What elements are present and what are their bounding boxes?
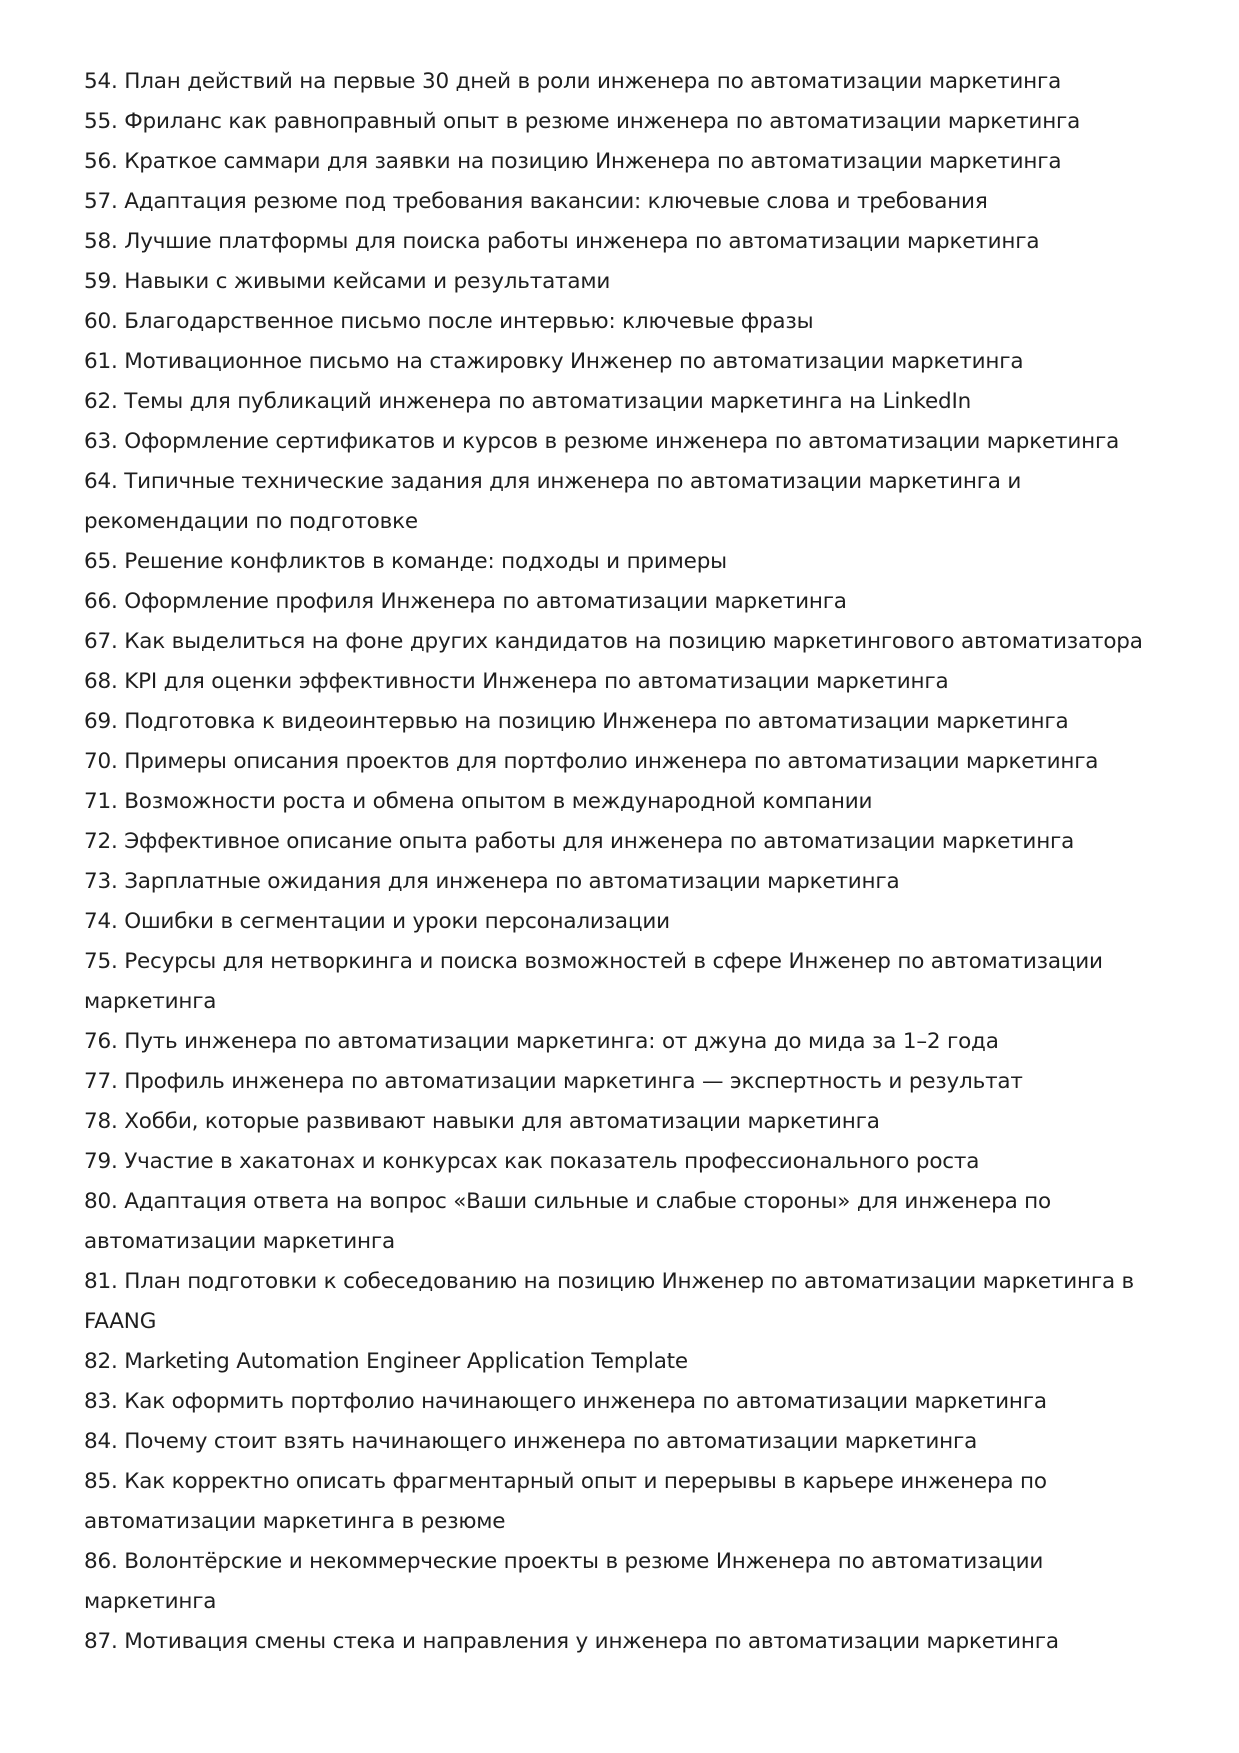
list-item[interactable]: 78. Хобби, которые развивают навыки для автоматизации маркетинга xyxy=(84,1109,880,1134)
list-item[interactable]: 76. Путь инженера по автоматизации маркетинга: от джуна до мида за 1–2 года xyxy=(84,1029,999,1054)
list-item[interactable]: 68. KPI для оценки эффективности Инженера по автоматизации маркетинга xyxy=(84,669,949,694)
list-item[interactable]: 79. Участие в хакатонах и конкурсах как показатель профессионального роста xyxy=(84,1149,980,1174)
list-item[interactable]: 67. Как выделиться на фоне других кандидатов на позицию маркетингового автоматизатора xyxy=(84,629,1143,654)
list-item[interactable]: 83. Как оформить портфолио начинающего инженера по автоматизации маркетинга xyxy=(84,1389,1047,1414)
list-item[interactable]: 62. Темы для публикаций инженера по автоматизации маркетинга на LinkedIn xyxy=(84,389,972,414)
list-item[interactable]: 72. Эффективное описание опыта работы для инженера по автоматизации маркетинга xyxy=(84,829,1075,854)
list-item[interactable]: 84. Почему стоит взять начинающего инженера по автоматизации маркетинга xyxy=(84,1429,978,1454)
list-item[interactable]: 81. План подготовки к собеседованию на позицию Инженер по автоматизации маркетинга в FAANG xyxy=(84,1269,1135,1334)
list-item[interactable]: 73. Зарплатные ожидания для инженера по автоматизации маркетинга xyxy=(84,869,900,894)
list-item[interactable]: 60. Благодарственное письмо после интервью: ключевые фразы xyxy=(84,309,814,334)
list-item[interactable]: 65. Решение конфликтов в команде: подходы и примеры xyxy=(84,549,727,574)
list-item[interactable]: 80. Адаптация ответа на вопрос «Ваши сильные и слабые стороны» для инженера по автоматизации маркетинга xyxy=(84,1189,1051,1254)
list-item[interactable]: 75. Ресурсы для нетворкинга и поиска возможностей в сфере Инженер по автоматизации маркетинга xyxy=(84,949,1103,1014)
list-item[interactable]: 82. Marketing Automation Engineer Application Template xyxy=(84,1349,688,1374)
list-item[interactable]: 70. Примеры описания проектов для портфолио инженера по автоматизации маркетинга xyxy=(84,749,1099,774)
list-item[interactable]: 74. Ошибки в сегментации и уроки персонализации xyxy=(84,909,670,934)
list-item[interactable]: 86. Волонтёрские и некоммерческие проекты в резюме Инженера по автоматизации маркетинга xyxy=(84,1549,1044,1614)
list-item[interactable]: 64. Типичные технические задания для инженера по автоматизации маркетинга и рекомендации по подготовке xyxy=(84,469,1022,534)
list-item[interactable]: 61. Мотивационное письмо на стажировку Инженер по автоматизации маркетинга xyxy=(84,349,1024,374)
list-item[interactable]: 55. Фриланс как равноправный опыт в резюме инженера по автоматизации маркетинга xyxy=(84,109,1081,134)
list-item[interactable]: 87. Мотивация смены стека и направления у инженера по автоматизации маркетинга xyxy=(84,1629,1059,1654)
list-item[interactable]: 59. Навыки с живыми кейсами и результатами xyxy=(84,269,611,294)
list-item[interactable]: 54. План действий на первые 30 дней в роли инженера по автоматизации маркетинга xyxy=(84,69,1062,94)
list-item[interactable]: 69. Подготовка к видеоинтервью на позицию Инженера по автоматизации маркетинга xyxy=(84,709,1069,734)
list-item[interactable]: 71. Возможности роста и обмена опытом в международной компании xyxy=(84,789,873,814)
list-item[interactable]: 56. Краткое саммари для заявки на позицию Инженера по автоматизации маркетинга xyxy=(84,149,1062,174)
list-item[interactable]: 63. Оформление сертификатов и курсов в резюме инженера по автоматизации маркетинга xyxy=(84,429,1120,454)
list-item[interactable]: 57. Адаптация резюме под требования вакансии: ключевые слова и требования xyxy=(84,189,988,214)
list-item[interactable]: 77. Профиль инженера по автоматизации маркетинга — экспертность и результат xyxy=(84,1069,1023,1094)
list-item[interactable]: 85. Как корректно описать фрагментарный опыт и перерывы в карьере инженера по автоматизации маркетинга в резюме xyxy=(84,1469,1047,1534)
article-list xyxy=(84,62,1164,1662)
list-item[interactable]: 66. Оформление профиля Инженера по автоматизации маркетинга xyxy=(84,589,847,614)
list-item[interactable]: 58. Лучшие платформы для поиска работы инженера по автоматизации маркетинга xyxy=(84,229,1040,254)
